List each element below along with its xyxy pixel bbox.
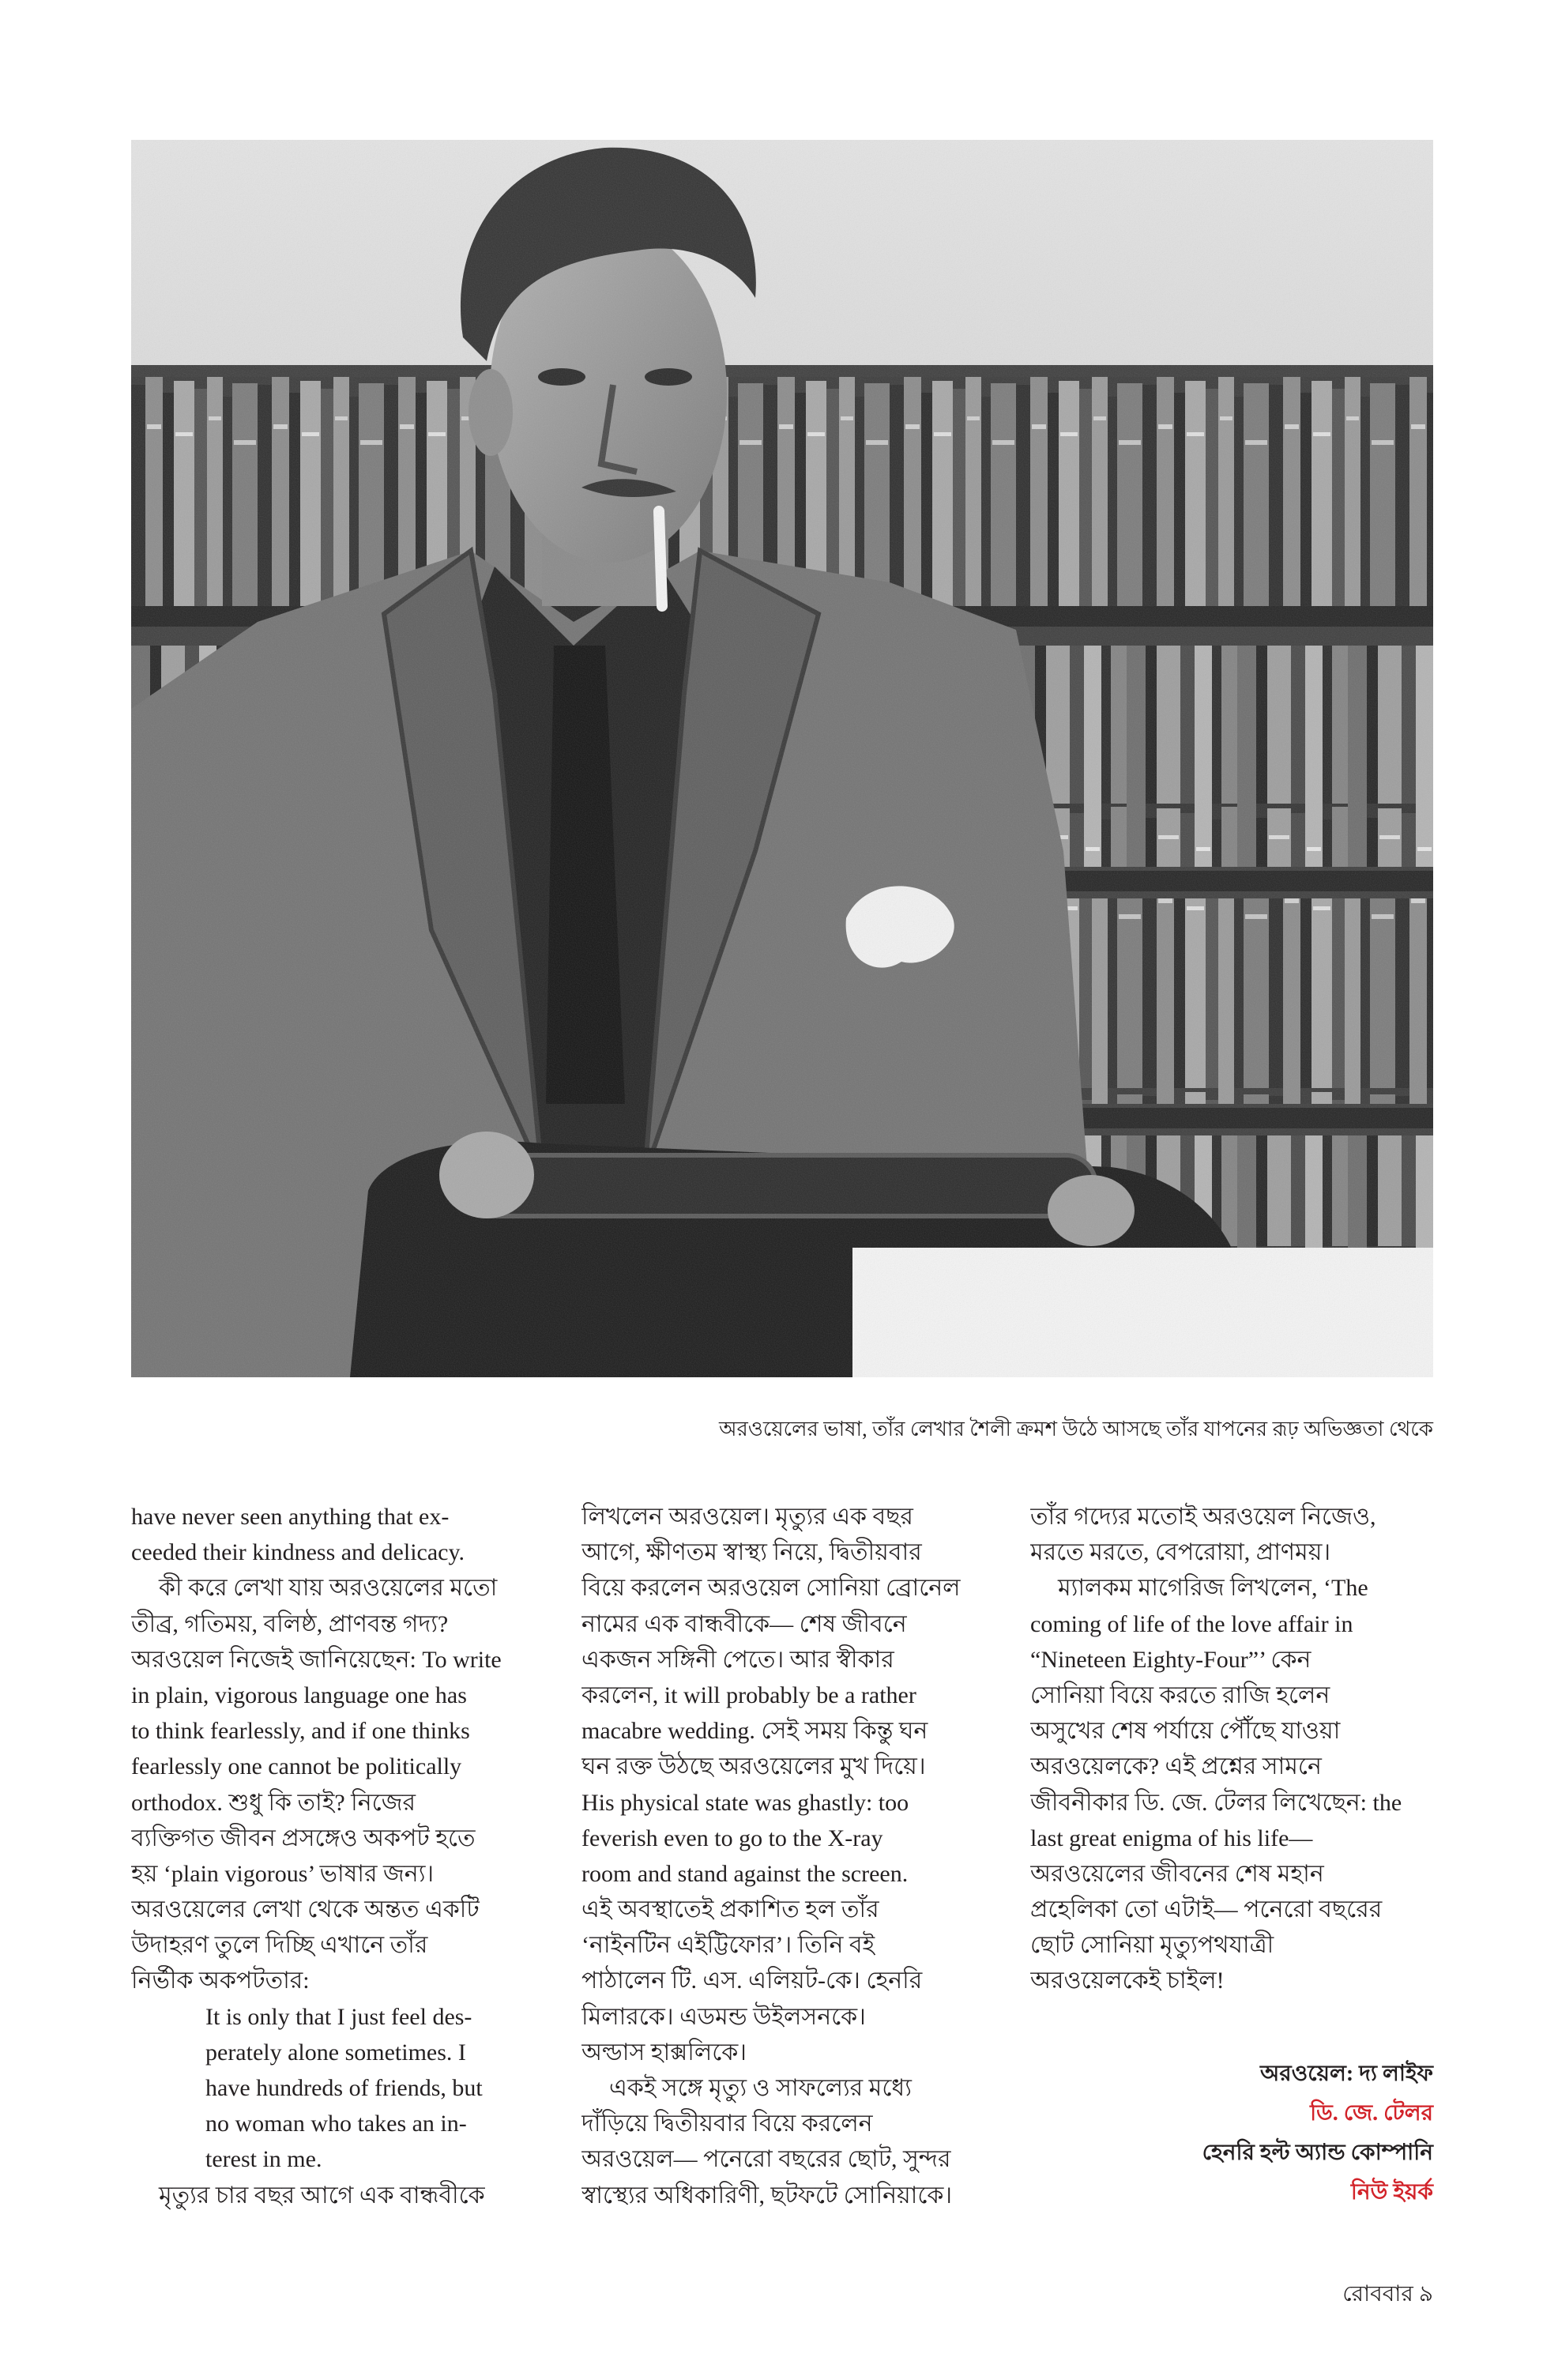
text-line: in plain, vigorous language one has — [131, 1681, 467, 1708]
text-line: অল্ডাস হাক্সলিকে। — [581, 2039, 747, 2066]
text-line: প্রহেলিকা তো এটাই— পনেরো বছরের — [1030, 1896, 1383, 1923]
text-line: জীবনীকার ডি. জে. টেলর লিখেছেন: the — [1030, 1789, 1402, 1816]
text-line: নামের এক বান্ধবীকে— শেষ জীবনে — [581, 1610, 907, 1637]
text-line: এই অবস্থাতেই প্রকাশিত হল তাঁর — [581, 1896, 879, 1923]
article-column-2 — [581, 1499, 981, 2226]
book-place: নিউ ইয়র্ক — [1350, 2180, 1433, 2205]
text-line: স্বাস্থ্যের অধিকারিণী, ছটফটে সোনিয়াকে। — [581, 2182, 953, 2209]
text-line: last great enigma of his life— — [1030, 1825, 1313, 1851]
text-line: অসুখের শেষ পর্যায়ে পৌঁছে যাওয়া — [1030, 1718, 1341, 1745]
text-line: নির্ভীক অকপটতার: — [131, 1968, 310, 1994]
text-line: অরওয়েলকেই চাইল! — [1030, 1968, 1225, 1994]
photo-writer-at-typewriter — [131, 140, 1433, 1377]
page-folio: রোববার ৯ — [1342, 2282, 1433, 2307]
text-line: coming of life of the love affair in — [1030, 1610, 1353, 1637]
text-line: ছোট সোনিয়া মৃত্যুপথযাত্রী — [1030, 1932, 1274, 1959]
text-line: ঘন রক্ত উঠছে অরওয়েলের মুখ দিয়ে। — [581, 1753, 926, 1780]
text-line: সোনিয়া বিয়ে করতে রাজি হলেন — [1030, 1681, 1330, 1708]
text-line: অরওয়েলকে? এই প্রশ্নের সামনে — [1030, 1753, 1322, 1780]
quote-line: no woman who takes an in- — [205, 2111, 467, 2137]
text-line: অরওয়েল নিজেই জানিয়েছেন: To write — [131, 1646, 502, 1673]
text-line: মিলারকে। এডমন্ড উইলসনকে। — [581, 2003, 866, 2030]
photo-caption: অরওয়েলের ভাষা, তাঁর লেখার শৈলী ক্রমশ উঠে আসছে তাঁর যাপনের রূঢ় অভিজ্ঞতা থেকে — [718, 1418, 1433, 1440]
text-line: লিখলেন অরওয়েল। মৃত্যুর এক বছর — [581, 1504, 913, 1530]
text-line: দাঁড়িয়ে দ্বিতীয়বার বিয়ে করলেন — [581, 2111, 873, 2137]
text-line: তাঁর গদ্যের মতোই অরওয়েল নিজেও, — [1030, 1504, 1376, 1530]
text-line: feverish even to go to the X-ray — [581, 1825, 883, 1851]
text-line: His physical state was ghastly: too — [581, 1789, 909, 1816]
text-line: করলেন, it will probably be a rather — [581, 1681, 916, 1708]
text-line: আগে, ক্ষীণতম স্বাস্থ্য নিয়ে, দ্বিতীয়বার — [581, 1539, 922, 1566]
text-line: have never seen anything that ex- — [131, 1504, 450, 1530]
text-line: বিয়ে করলেন অরওয়েল সোনিয়া ব্রোনেল — [581, 1575, 961, 1602]
text-line: fearlessly one cannot be politically — [131, 1753, 462, 1780]
quote-line: have hundreds of friends, but — [205, 2075, 483, 2101]
book-author: ডি. জে. টেলর — [1310, 2101, 1433, 2126]
quote-line: terest in me. — [205, 2146, 322, 2173]
book-credit — [1202, 2054, 1433, 2212]
text-line: অরওয়েলের লেখা থেকে অন্তত একটি — [131, 1896, 480, 1923]
text-line: ম্যালকম মাগেরিজ লিখলেন, ‘The — [1058, 1575, 1368, 1602]
article-column-1 — [131, 1499, 531, 2226]
text-line: একই সঙ্গে মৃত্যু ও সাফল্যের মধ্যে — [609, 2075, 912, 2101]
text-line: উদাহরণ তুলে দিচ্ছি এখানে তাঁর — [131, 1932, 428, 1959]
text-line: room and stand against the screen. — [581, 1860, 909, 1887]
text-line: তীব্র, গতিময়, বলিষ্ঠ, প্রাণবন্ত গদ্য? — [131, 1610, 449, 1637]
text-line: অরওয়েল— পনেরো বছরের ছোট, সুন্দর — [581, 2146, 951, 2173]
text-line: ব্যক্তিগত জীবন প্রসঙ্গেও অকপট হতে — [131, 1825, 476, 1851]
text-line: কী করে লেখা যায় অরওয়েলের মতো — [159, 1575, 498, 1602]
quote-line: perately alone sometimes. I — [205, 2039, 466, 2066]
text-line: একজন সঙ্গিনী পেতে। আর স্বীকার — [581, 1646, 894, 1673]
text-line: পাঠালেন টি. এস. এলিয়ট-কে। হেনরি — [581, 1968, 923, 1994]
text-line: মরতে মরতে, বেপরোয়া, প্রাণময়। — [1030, 1539, 1331, 1566]
text-line: orthodox. শুধু কি তাই? নিজের — [131, 1789, 416, 1816]
text-line: মৃত্যুর চার বছর আগে এক বান্ধবীকে — [159, 2182, 485, 2209]
text-line: macabre wedding. সেই সময় কিন্তু ঘন — [581, 1718, 928, 1745]
quote-line: It is only that I just feel des- — [205, 2003, 472, 2030]
text-line: “Nineteen Eighty-Four”’ কেন — [1030, 1646, 1312, 1673]
text-line: অরওয়েলের জীবনের শেষ মহান — [1030, 1860, 1324, 1887]
text-line: হয় ‘plain vigorous’ ভাষার জন্য। — [131, 1860, 435, 1887]
text-line: to think fearlessly, and if one thinks — [131, 1718, 470, 1745]
book-title: অরওয়েল: দ্য লাইফ — [1259, 2062, 1433, 2086]
text-line: ceeded their kindness and delicacy. — [131, 1539, 465, 1566]
book-publisher: হেনরি হল্ট অ্যান্ড কোম্পানি — [1202, 2141, 1433, 2165]
text-line: ‘নাইনটিন এইট্টিফোর’। তিনি বই — [581, 1932, 875, 1959]
